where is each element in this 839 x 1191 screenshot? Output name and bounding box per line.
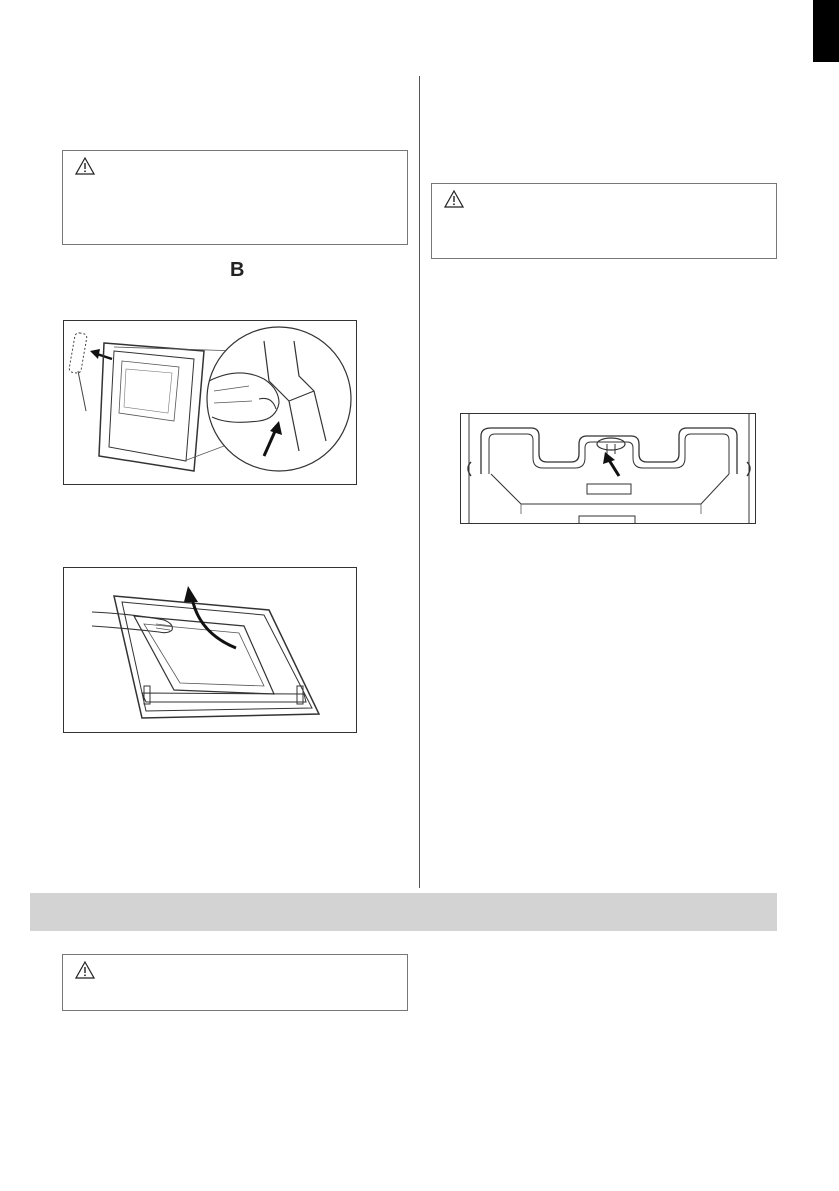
warning-box-top-right <box>431 183 777 259</box>
warning-box-bottom-left <box>62 954 408 1011</box>
grill-heating-element-illustration <box>460 413 756 524</box>
page-edge-tab <box>813 0 839 62</box>
door-panel-removal-illustration <box>63 567 357 733</box>
detail-label-b: B <box>230 259 245 281</box>
warning-triangle-icon <box>75 961 95 979</box>
warning-triangle-icon <box>75 157 95 175</box>
warning-box-top-left <box>62 150 408 245</box>
section-header-band <box>30 893 777 931</box>
door-glass-latch-illustration <box>63 320 357 485</box>
warning-triangle-icon <box>444 190 464 208</box>
column-divider <box>419 76 420 888</box>
